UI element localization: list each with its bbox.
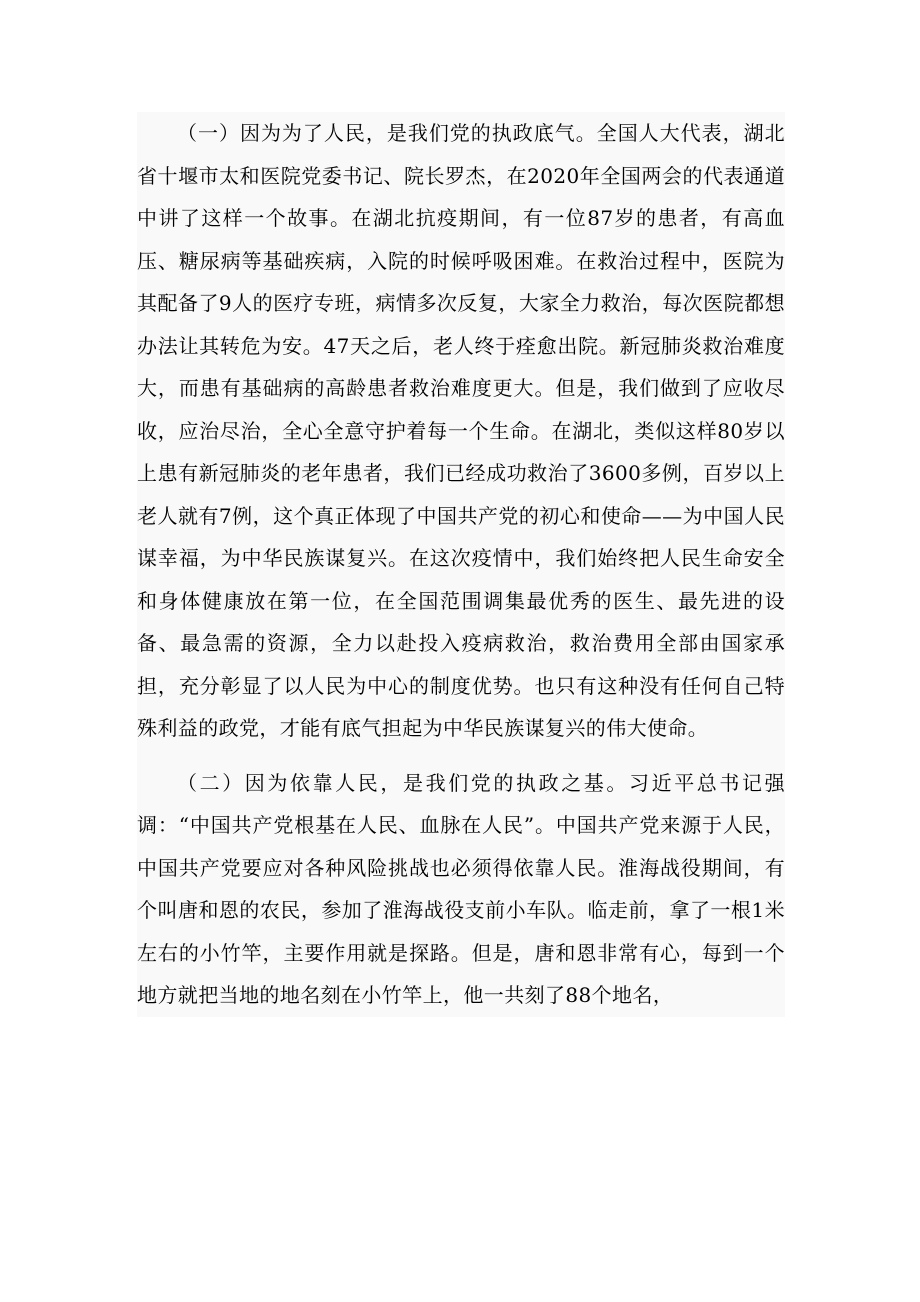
document-body bbox=[137, 112, 785, 1017]
paragraph-2: （二）因为依靠人民，是我们党的执政之基。习近平总书记强调：“中国共产党根基在人民、血脉在人民”。中国共产党来源于人民，中国共产党要应对各种风险挑战也必须得依靠人民。淮海战役期间，有个叫唐和恩的农民，参加了淮海战役支前小车队。临走前，拿了一根1米左右的小竹竿，主要作用就是探路。但是，唐和恩非常有心，每到一个地方就把当地的地名刻在小竹竿上，他一共刻了88个地名， bbox=[137, 770, 785, 1007]
paragraph-1: （一）因为为了人民，是我们党的执政底气。全国人大代表，湖北省十堰市太和医院党委书记、院长罗杰，在2020年全国两会的代表通道中讲了这样一个故事。在湖北抗疫期间，有一位87岁的患者，有高血压、糖尿病等基础疾病，入院的时候呼吸困难。在救治过程中，医院为其配备了9人的医疗专班，病情多次反复，大家全力救治，每次医院都想办法让其转危为安。47天之后，老人终于痊愈出院。新冠肺炎救治难度大，而患有基础病的高龄患者救治难度更大。但是，我们做到了应收尽收，应治尽治，全心全意守护着每一个生命。在湖北，类似这样80岁以上患有新冠肺炎的老年患者，我们已经成功救治了3600多例，百岁以上老人就有7例，这个真正体现了中国共产党的初心和使命——为中国人民谋幸福，为中华民族谋复兴。在这次疫情中，我们始终把人民生命安全和身体健康放在第一位，在全国范围调集最优秀的医生、最先进的设备、最急需的资源，全力以赴投入疫病救治，救治费用全部由国家承担，充分彰显了以人民为中心的制度优势。也只有这种没有任何自己特殊利益的政党，才能有底气担起为中华民族谋复兴的伟大使命。 bbox=[137, 121, 785, 740]
